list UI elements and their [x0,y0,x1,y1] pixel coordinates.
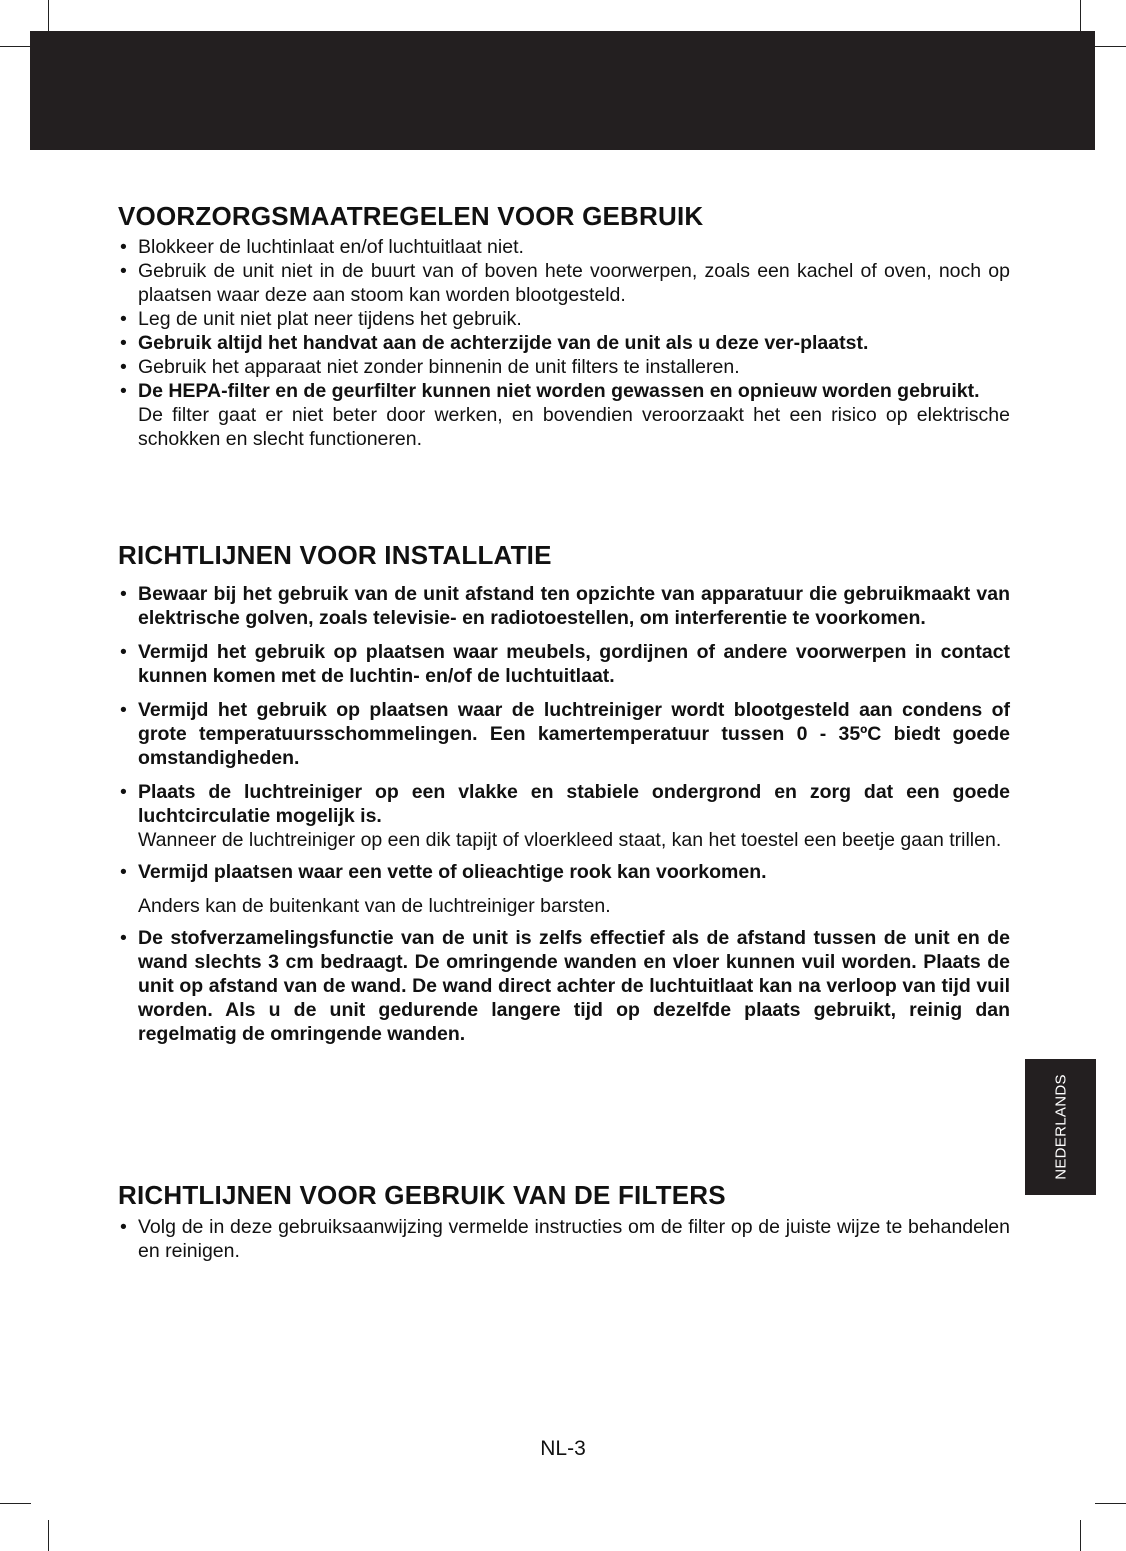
bullet-list [118,582,1010,1046]
section-title: RICHTLIJNEN VOOR GEBRUIK VAN DE FILTERS [118,1180,726,1210]
bullet-list [118,235,1010,451]
crop-mark [1080,0,1081,31]
crop-mark [48,1520,49,1551]
list-item: • Vermijd het gebruik op plaatsen waar de luchtreiniger wordt blootgesteld aan condens of grote temperatuursschommelingen. Een kamertemperatuur tussen 0 - 35ºC biedt goede omstandigheden. [118,698,1010,770]
list-item: • Gebruik de unit niet in de buurt van of boven hete voorwerpen, zoals een kachel of oven, noch op plaatsen waar deze aan stoom kan worden blootgesteld. [118,259,1010,307]
crop-mark [0,46,31,47]
list-item: • Gebruik altijd het handvat aan de achterzijde van de unit als u deze ver-plaatst. [118,331,1010,355]
list-item: • Vermijd het gebruik op plaatsen waar meubels, gordijnen of andere voorwerpen in contact kunnen komen met de luchtin- en/of de luchtuitlaat. [118,640,1010,688]
section-title: VOORZORGSMAATREGELEN VOOR GEBRUIK [118,201,704,231]
list-item: • De HEPA-filter en de geurfilter kunnen niet worden gewassen en opnieuw worden gebruikt. De filter gaat er niet beter door werken, en bovendien veroorzaakt het een risico op elektrische schokken en slecht functioneren. [118,379,1010,451]
list-item: • Bewaar bij het gebruik van de unit afstand ten opzichte van apparatuur die gebruikmaakt van elektrische golven, zoals televisie- en radiotoestellen, om interferentie te voorkomen. [118,582,1010,630]
header-bar [30,31,1095,150]
crop-mark [1095,1503,1126,1504]
crop-mark [1080,1520,1081,1551]
section-precautions [118,201,1010,451]
list-item: • Leg de unit niet plat neer tijdens het gebruik. [118,307,1010,331]
list-item: • Vermijd plaatsen waar een vette of olieachtige rook kan voorkomen. Anders kan de buitenkant van de luchtreiniger barsten. [118,860,1010,918]
section-installation [118,540,1010,1056]
list-item: • Blokkeer de luchtinlaat en/of luchtuitlaat niet. [118,235,1010,259]
crop-mark [48,0,49,31]
crop-mark [0,1503,31,1504]
list-item: • Plaats de luchtreiniger op een vlakke en stabiele ondergrond en zorg dat een goede luchtcirculatie mogelijk is. Wanneer de luchtreiniger op een dik tapijt of vloerkleed staat, kan het toestel een beetje gaan trillen. [118,780,1010,852]
section-title: RICHTLIJNEN VOOR INSTALLATIE [118,540,552,570]
crop-mark [1095,46,1126,47]
page-number: NL-3 [540,1437,586,1460]
language-tab [1025,1059,1096,1195]
bullet-list [118,1215,1010,1263]
section-filters [118,1180,1010,1263]
list-item: • Volg de in deze gebruiksaanwijzing vermelde instructies om de filter op de juiste wijze te behandelen en reinigen. [118,1215,1010,1263]
language-tab-label: NEDERLANDS [1052,1074,1069,1180]
list-item: • De stofverzamelingsfunctie van de unit is zelfs effectief als de afstand tussen de unit en de wand slechts 3 cm bedraagt. De omringende wanden en vloer kunnen vuil worden. Plaats de unit op afstand van de wand. De wand direct achter de luchtuitlaat kan na verloop van tijd vuil worden. Als u de unit gedurende langere tijd op dezelfde plaats gebruikt, reinig dan regelmatig de omringende wanden. [118,926,1010,1046]
list-item: • Gebruik het apparaat niet zonder binnenin de unit filters te installeren. [118,355,1010,379]
